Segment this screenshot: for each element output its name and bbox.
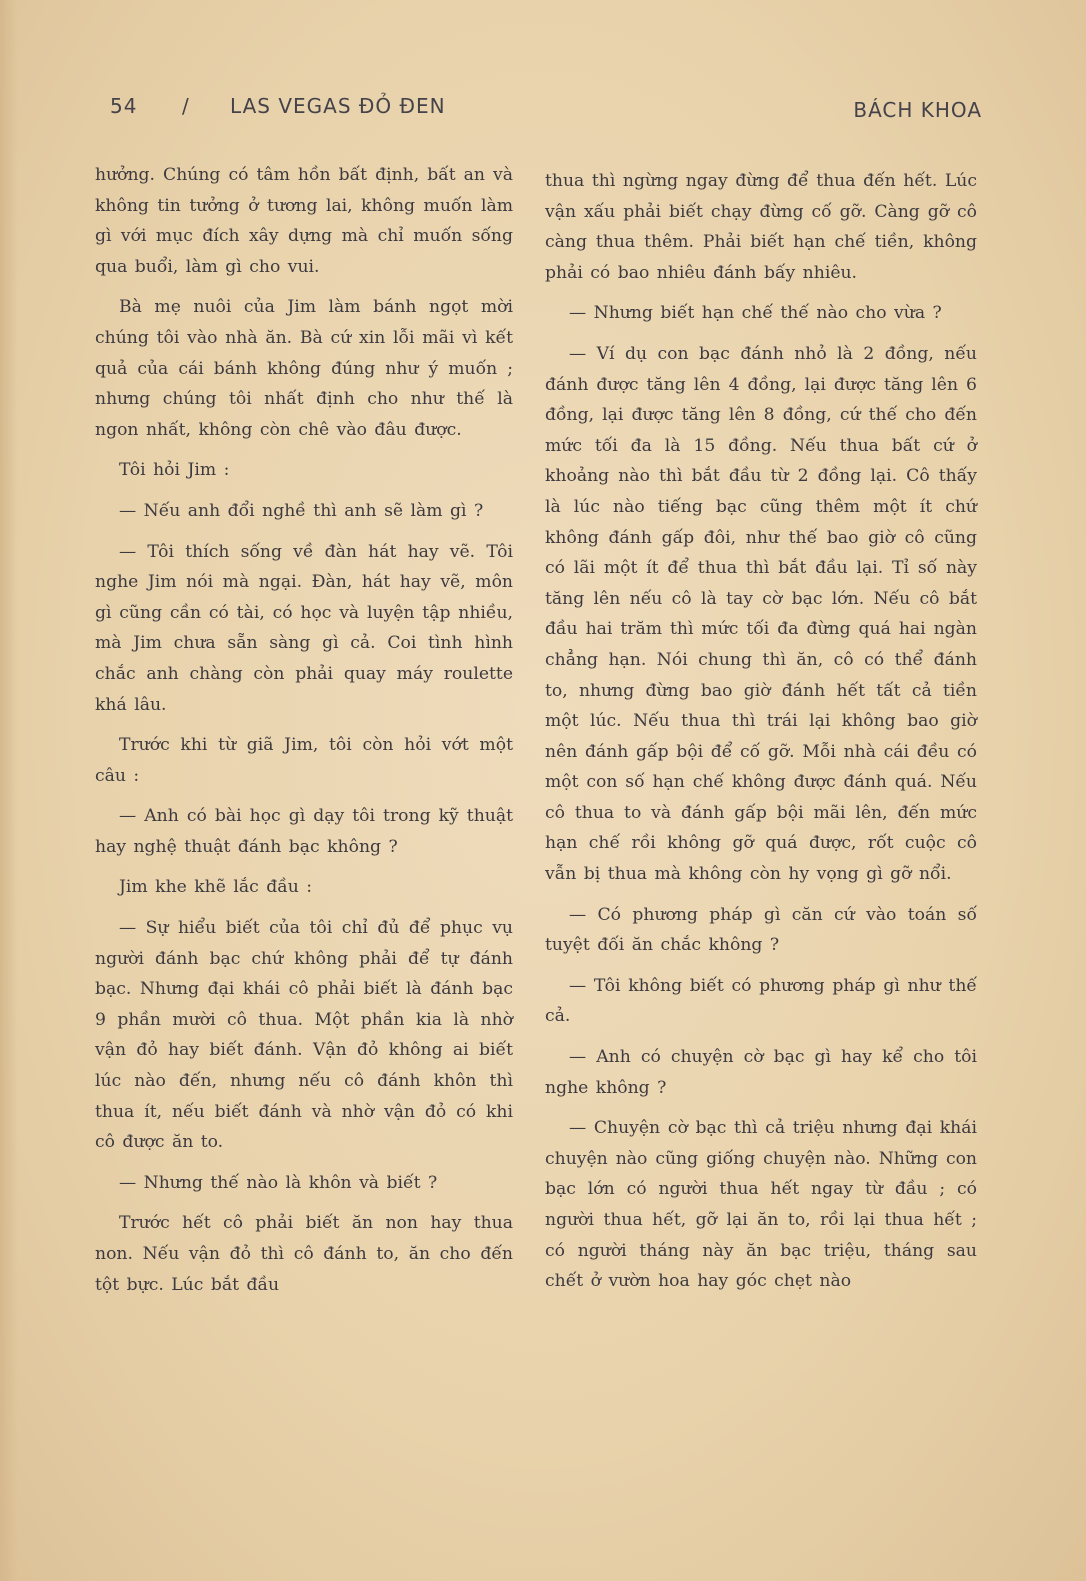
header-separator: /: [182, 94, 190, 118]
magazine-name: BÁCH KHOA: [853, 98, 982, 122]
paragraph: thua thì ngừng ngay đừng để thua đến hết. Lúc vận xấu phải biết chạy đừng cố gỡ. Càng gỡ cô càng thua thêm. Phải biết hạn chế tiền, không phải có bao nhiêu đánh bấy nhiêu.: [545, 171, 977, 283]
paragraph: — Anh có bài học gì dạy tôi trong kỹ thuật hay nghệ thuật đánh bạc không ?: [95, 806, 513, 857]
paragraph: — Nếu anh đổi nghề thì anh sẽ làm gì ?: [119, 500, 484, 521]
paragraph: — Nhưng biết hạn chế thế nào cho vừa ?: [569, 303, 942, 324]
paragraph: — Có phương pháp gì căn cứ vào toán số tuyệt đối ăn chắc không ?: [545, 904, 977, 956]
paragraph: Bà mẹ nuôi của Jim làm bánh ngọt mời chúng tôi vào nhà ăn. Bà cứ xin lỗi mãi vì kết quả của cái bánh không đúng như ý muốn ; nhưng chúng tôi nhất định cho như thế là ngon nhất, không còn chê vào đâu được.: [95, 297, 513, 440]
paragraph: — Tôi không biết có phương pháp gì như thế cả.: [545, 975, 977, 1027]
paragraph: — Sự hiểu biết của tôi chỉ đủ để phục vụ người đánh bạc chứ không phải để tự đánh bạc. Nhưng đại khái cô phải biết là đánh bạc 9 phần mười cô thua. Một phần kia là nhờ vận đỏ hay biết đánh. Vận đỏ không ai biết lúc nào đến, nhưng nếu cô đánh khôn thì thua ít, nếu biết đánh và nhờ vận đỏ có khi cô được ăn to.: [95, 918, 513, 1153]
page-edge: [0, 0, 18, 1581]
paragraph: hưởng. Chúng có tâm hồn bất định, bất an và không tin tưởng ở tương lai, không muốn làm gì với mục đích xây dựng mà chỉ muốn sống qua buổi, làm gì cho vui.: [95, 165, 513, 277]
page-number: 54: [110, 94, 138, 118]
right-column: [545, 166, 977, 1307]
paragraph: — Ví dụ con bạc đánh nhỏ là 2 đồng, nếu đánh được tăng lên 4 đồng, lại được tăng lên 6 đồng, lại được tăng lên 8 đồng, cứ thế cho đến mức tối đa là 15 đồng. Nếu thua bất cứ ở khoảng nào thì bắt đầu từ 2 đồng lại. Cô thấy là lúc nào tiếng bạc cũng thêm một ít chứ không đánh gấp đôi, như thế bao giờ cô cũng có lãi một ít để thua thì bắt đầu lại. Tỉ số này tăng lên nếu cô là tay cờ bạc lớn. Nếu cô bắt đầu hai trăm thì mức tối đa đừng quá hai ngàn chẳng hạn. Nói chung thì ăn, cô có thể đánh to, nhưng đừng bao giờ đánh hết tất cả tiền một lúc. Nếu thua thì trái lại không bao giờ nên đánh gấp bội để cố gỡ. Mỗi nhà cái đều có một con số hạn chế không được đánh quá. Nếu cô thua to và đánh gấp bội mãi lên, đến mức hạn chế rồi không gỡ quá được, rốt cuộc cô vẫn bị thua mà không còn hy vọng gì gỡ nổi.: [545, 343, 977, 885]
paragraph: Trước khi từ giã Jim, tôi còn hỏi vớt một câu :: [95, 735, 513, 786]
paragraph: — Nhưng thế nào là khôn và biết ?: [119, 1172, 438, 1193]
page-header: [110, 94, 982, 128]
paragraph: Jim khe khẽ lắc đầu :: [119, 877, 313, 898]
article-title: LAS VEGAS ĐỎ ĐEN: [230, 94, 446, 118]
paragraph: Trước hết cô phải biết ăn non hay thua non. Nếu vận đỏ thì cô đánh to, ăn cho đến tột bực. Lúc bắt đầu: [95, 1213, 513, 1295]
left-column: [95, 160, 513, 1310]
paragraph: — Anh có chuyện cờ bạc gì hay kể cho tôi nghe không ?: [545, 1047, 977, 1098]
paragraph: — Tôi thích sống về đàn hát hay vẽ. Tôi nghe Jim nói mà ngại. Đàn, hát hay vẽ, môn gì cũng cần có tài, có học và luyện tập nhiều, mà Jim chưa sẵn sàng gì cả. Coi tình hình chắc anh chàng còn phải quay máy roulette khá lâu.: [95, 541, 513, 715]
paragraph: Tôi hỏi Jim :: [119, 460, 230, 481]
paragraph: — Chuyện cờ bạc thì cả triệu nhưng đại khái chuyện nào cũng giống chuyện nào. Những con bạc lớn có người thua hết ngay từ đầu ; có người thua hết, gỡ lại ăn to, rồi lại thua hết ; có người tháng này ăn bạc triệu, tháng sau chết ở vườn hoa hay góc chẹt nào: [545, 1118, 977, 1292]
